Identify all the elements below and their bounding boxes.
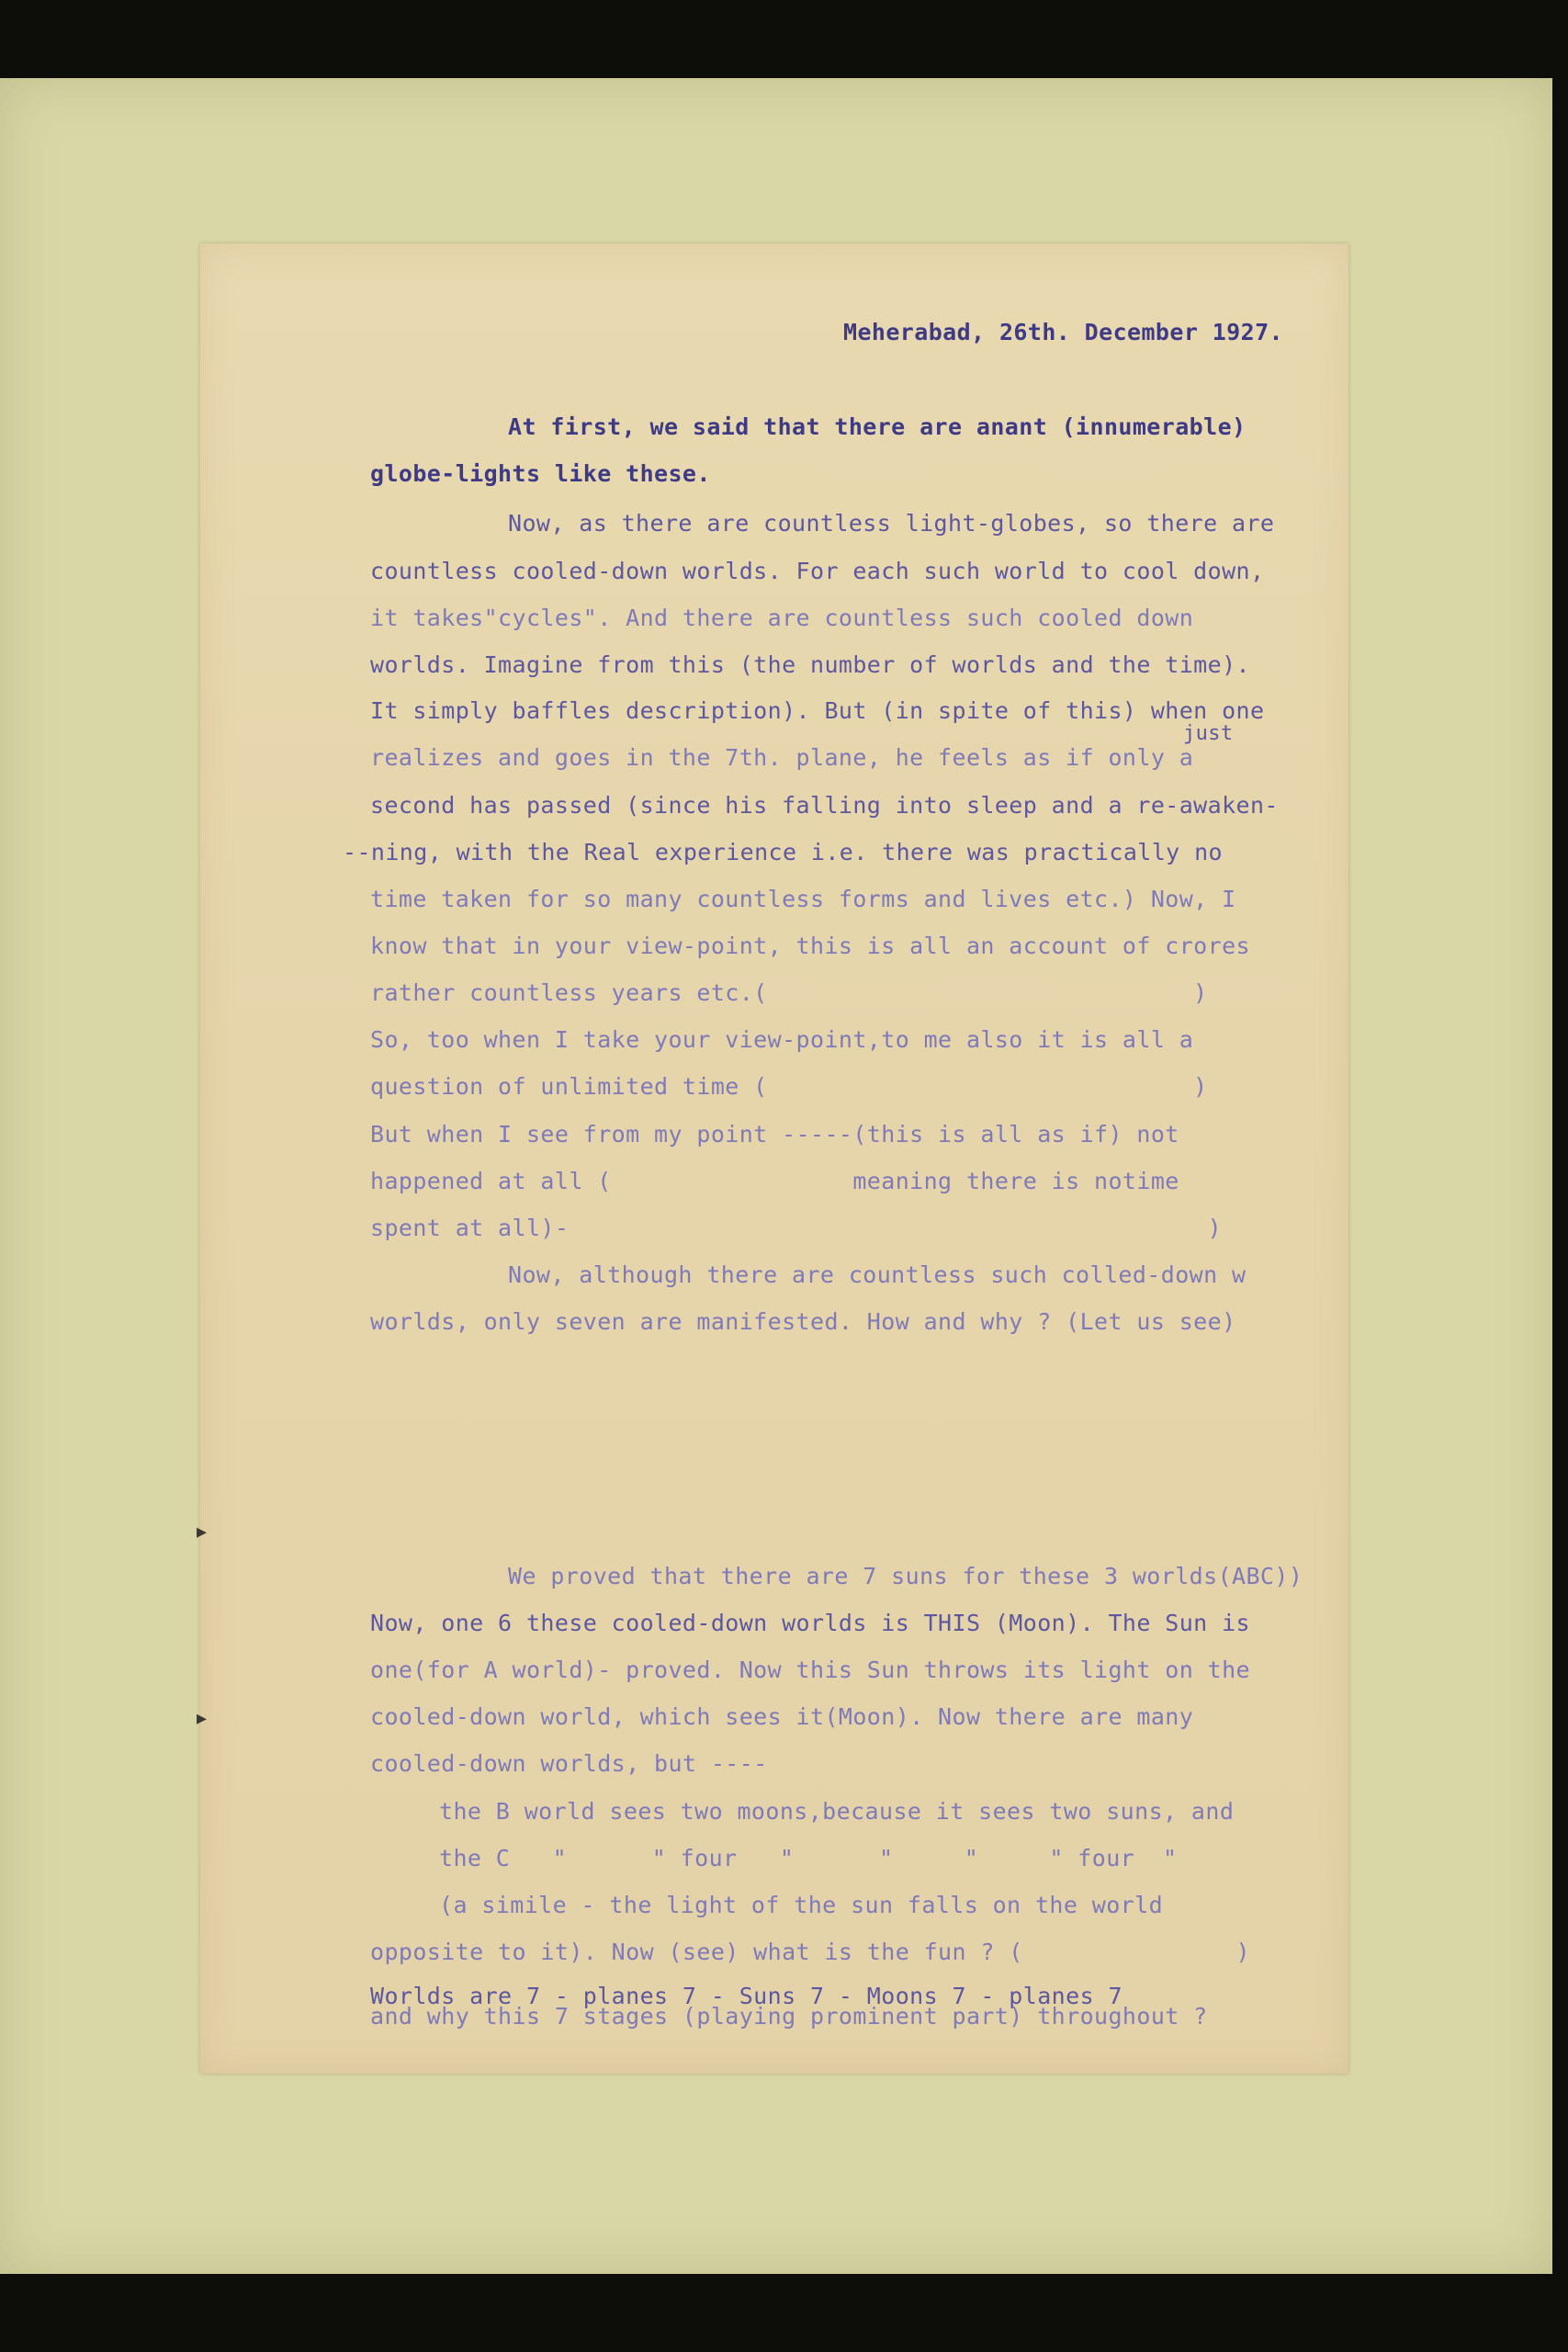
text-line: time taken for so many countless forms and lives etc.) Now, I [370, 886, 1236, 912]
text-line: one(for A world)- proved. Now this Sun throws its light on the [370, 1657, 1250, 1683]
text-line: cooled-down world, which sees it(Moon). Now there are many [370, 1703, 1194, 1730]
dateline: Meherabad, 26th. December 1927. [843, 319, 1283, 345]
text-line: Worlds are 7 - planes 7 - Suns 7 - Moons 7 - planes 7 [370, 1983, 1122, 2009]
text-line: Now, although there are countless such colled-down w [508, 1261, 1247, 1288]
text-line: Now, as there are countless light-globes, so there are [508, 510, 1275, 537]
text-line: second has passed (since his falling into sleep and a re-awaken- [370, 792, 1279, 819]
text-line: spent at all)- ) [370, 1215, 1223, 1241]
typewritten-page [200, 243, 1348, 2074]
text-line: it takes"cycles". And there are countless such cooled down [370, 605, 1194, 631]
text-line: worlds. Imagine from this (the number of worlds and the time). [370, 651, 1250, 678]
text-line: cooled-down worlds, but ---- [370, 1750, 768, 1777]
text-line: countless cooled-down worlds. For each such world to cool down, [370, 558, 1265, 584]
margin-mark: ▸ [197, 1521, 208, 1544]
text-line: worlds, only seven are manifested. How and why ? (Let us see) [370, 1308, 1236, 1335]
text-line: globe-lights like these. [370, 460, 711, 487]
text-line: So, too when I take your view-point,to me also it is all a [370, 1026, 1194, 1053]
text-line: happened at all ( meaning there is notime [370, 1168, 1179, 1194]
text-line: Now, one 6 these cooled-down worlds is THIS (Moon). The Sun is [370, 1610, 1250, 1636]
text-line: --ning, with the Real experience i.e. there was practically no [343, 839, 1223, 865]
text-line: opposite to it). Now (see) what is the fun ? ( ) [370, 1939, 1250, 1965]
text-line: But when I see from my point -----(this is all as if) not [370, 1121, 1179, 1148]
text-line: realizes and goes in the 7th. plane, he feels as if only a [370, 744, 1194, 771]
margin-mark: ▸ [197, 1707, 208, 1730]
text-line: rather countless years etc.( ) [370, 979, 1208, 1006]
text-line: the B world sees two moons,because it sees two suns, and [439, 1798, 1235, 1825]
text-line: know that in your view-point, this is all an account of crores [370, 933, 1250, 959]
text-line: At first, we said that there are anant (innumerable) [508, 413, 1247, 440]
text-line: just [1183, 722, 1234, 745]
text-line: question of unlimited time ( ) [370, 1073, 1208, 1100]
text-line: It simply baffles description). But (in spite of this) when one [370, 697, 1265, 724]
text-line: (a simile - the light of the sun falls on the world [439, 1892, 1164, 1918]
text-line: We proved that there are 7 suns for these 3 worlds(ABC)) [508, 1563, 1303, 1589]
text-line: the C " " four " " " " four " [439, 1845, 1178, 1871]
text-line: and why this 7 stages (playing prominent part) throughout ? [370, 2003, 1208, 2030]
